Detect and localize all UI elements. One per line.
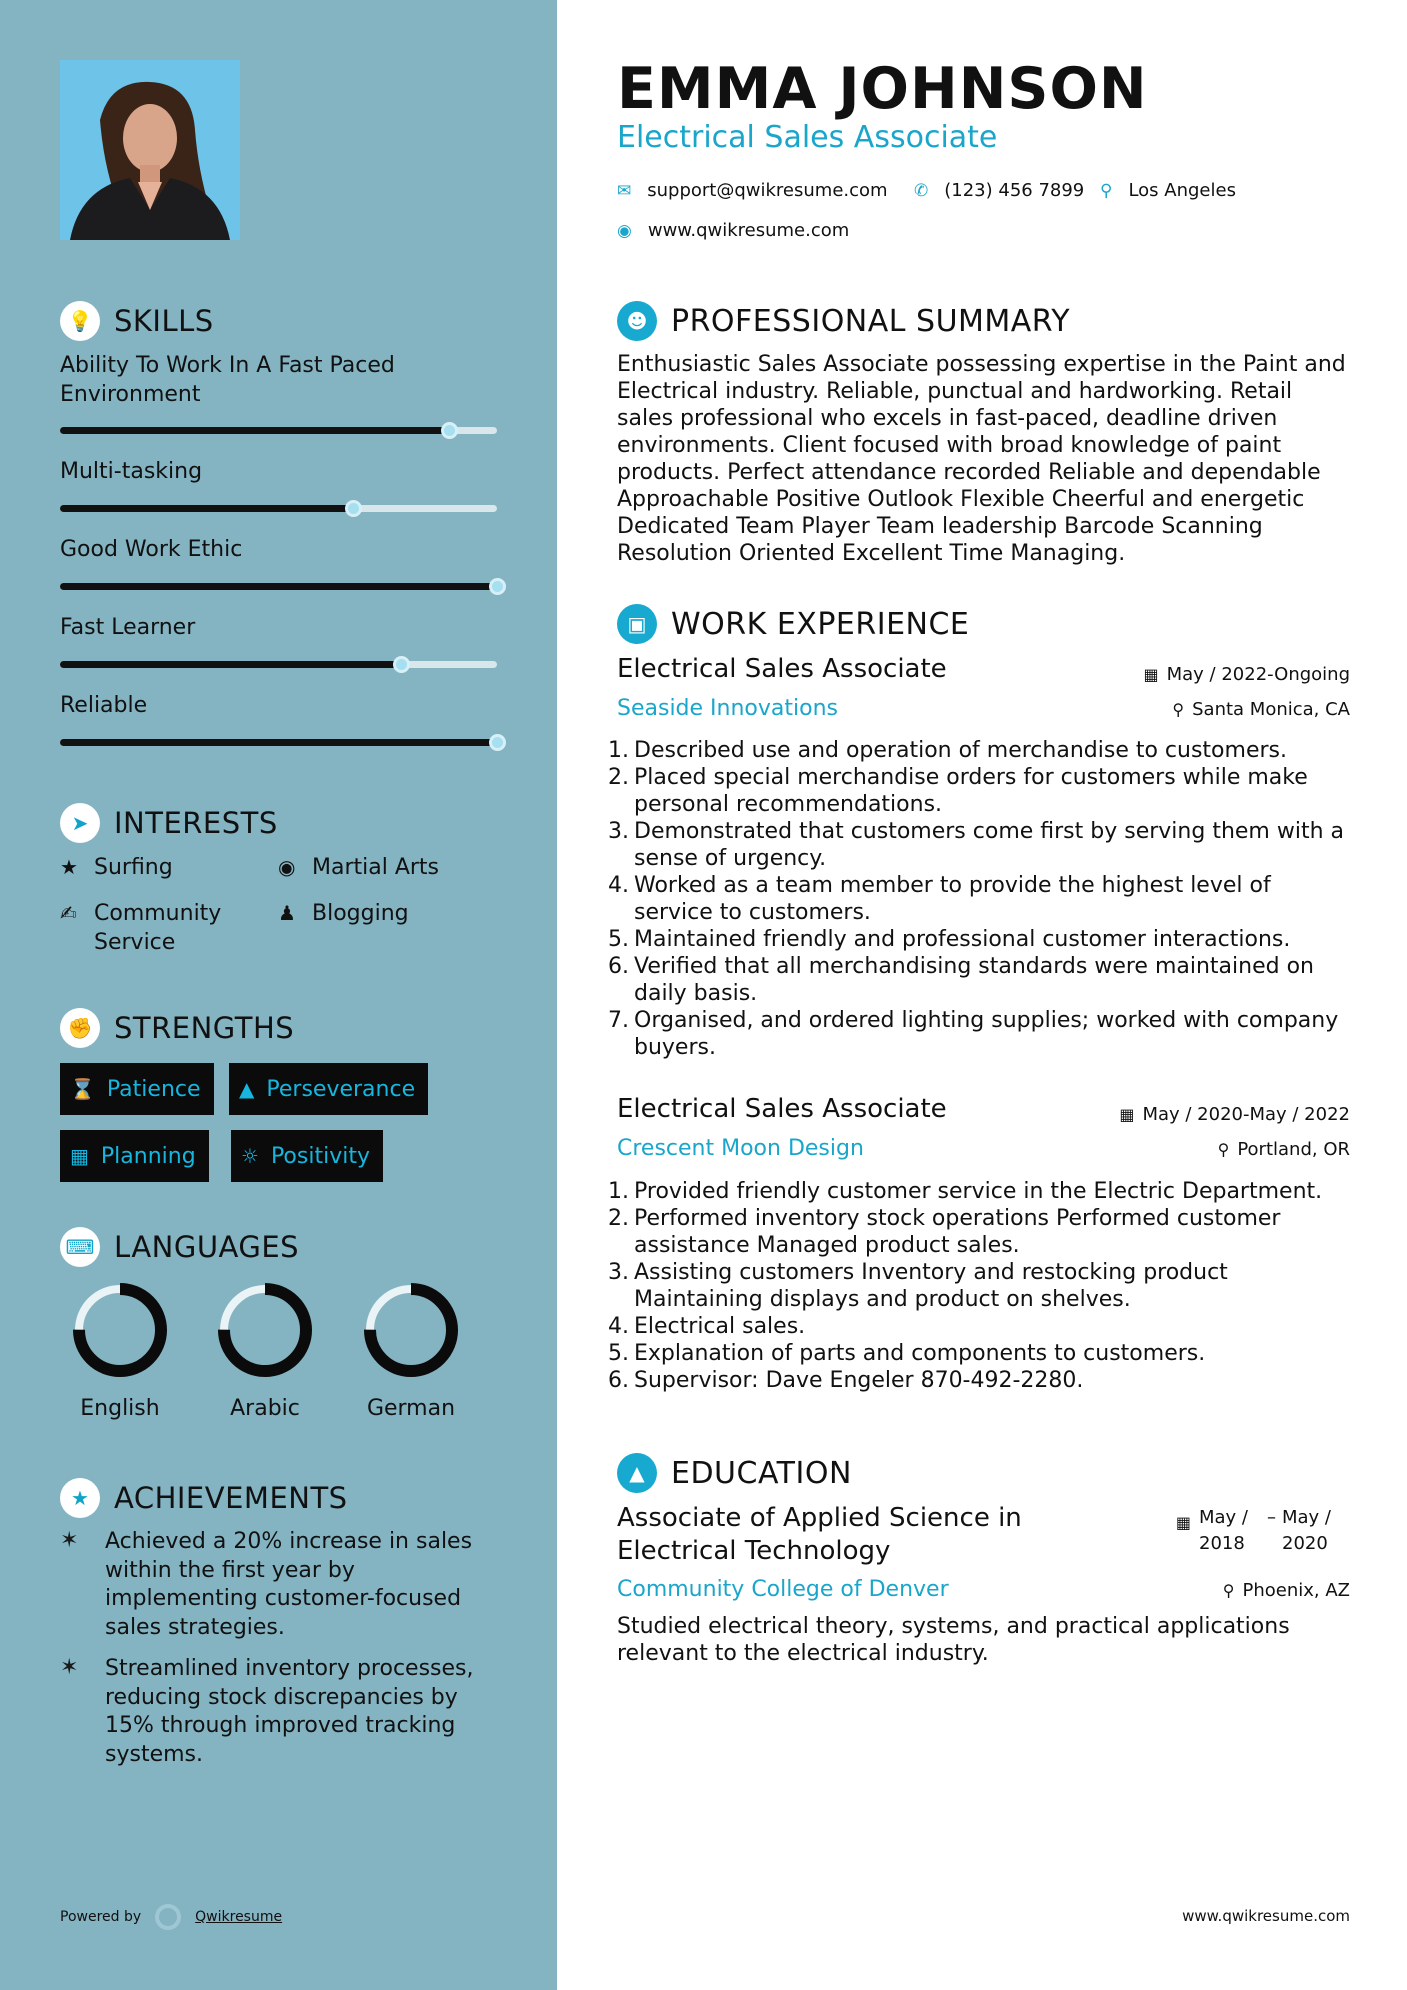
list-item: 2. Placed special merchandise orders for customers while make personal recommendations. (608, 765, 1308, 817)
footer-url[interactable]: www.qwikresume.com (1182, 1907, 1350, 1925)
profile-photo (60, 60, 240, 240)
language-ring (72, 1282, 168, 1378)
candidate-name: EMMA JOHNSON (617, 56, 1148, 122)
skill-label: Multi-tasking (60, 459, 203, 484)
calendar-icon: ▦ (1143, 665, 1159, 684)
language-ring (217, 1282, 313, 1378)
achievement-item: ✶ Streamlined inventory processes, reducing stock discrepancies by 15% through improved tracking systems. (60, 1655, 490, 1769)
summary-text: Enthusiastic Sales Associate possessing expertise in the Paint and Electrical industry. Reliable, punctual and hardworking. Retail sales professional who excels in fast-paced, deadline driven environments. Client focused with broad knowledge of paint products. Perfect attendance recorded Reliable and dependable Approachable Positive Outlook Flexible Cheerful and energetic Dedicated Team Player Team leadership Barcode Scanning Resolution Oriented Excellent Time Managing. (617, 352, 1346, 566)
graduation-cap-icon: ▲ (617, 1453, 657, 1493)
skills-heading: 💡 SKILLS (60, 301, 214, 341)
degree-title: Associate of Applied Science in Electrical Technology (617, 1503, 1022, 1566)
skill-bar[interactable] (60, 583, 497, 590)
education-location: ⚲ Phoenix, AZ (1222, 1580, 1350, 1601)
pushpin-icon: ⚲ (1222, 1581, 1235, 1600)
education-dates: ▦ May / 2018 – May / 2020 (1175, 1507, 1331, 1554)
skill-bar-handle[interactable] (393, 656, 410, 673)
strengths-heading: ✊ STRENGTHS (60, 1008, 294, 1048)
lightbulb-icon: 💡 (60, 301, 100, 341)
job-location: ⚲ Portland, OR (1217, 1139, 1350, 1160)
job-location: ⚲ Santa Monica, CA (1172, 699, 1350, 720)
list-item: 4. Worked as a team member to provide the highest level of service to customers. (608, 873, 1271, 925)
map-pin-icon: ⚲ (1100, 180, 1113, 201)
contact-phone[interactable]: ✆ (123) 456 7899 (914, 180, 1085, 201)
star-burst-icon: ✶ (60, 1655, 79, 1680)
skill-bar-fill (60, 661, 401, 668)
school-name: Community College of Denver (617, 1577, 949, 1602)
contact-location: ⚲ Los Angeles (1100, 180, 1236, 201)
strength-badge: ▲ Perseverance (229, 1063, 428, 1115)
contact-website[interactable]: ◉ www.qwikresume.com (617, 220, 850, 241)
powered-by: Powered by Qwikresume (60, 1904, 282, 1930)
job-duties-list (607, 737, 1347, 1061)
briefcase-icon: ▣ (617, 604, 657, 644)
language-item: English (45, 1282, 195, 1421)
languages-heading: ⌨ LANGUAGES (60, 1227, 299, 1267)
user-icon: ☻ (617, 301, 657, 341)
education-heading: ▲ EDUCATION (617, 1453, 852, 1493)
achievements-heading: ★ ACHIEVEMENTS (60, 1478, 348, 1518)
list-item: 7. Organised, and ordered lighting supplies; worked with company buyers. (608, 1008, 1339, 1060)
interest-item: ✍ Community Service (60, 901, 222, 955)
summary-heading: ☻ PROFESSIONAL SUMMARY (617, 301, 1070, 341)
skill-bar-handle[interactable] (489, 578, 506, 595)
sun-icon: ☼ (241, 1144, 259, 1168)
language-item: Arabic (190, 1282, 340, 1421)
skill-bar-fill (60, 583, 497, 590)
list-item: 1. Provided friendly customer service in the Electric Department. (608, 1179, 1323, 1204)
list-item: 1. Described use and operation of merchandise to customers. (608, 738, 1287, 763)
job-duties-list (607, 1178, 1347, 1394)
pushpin-icon: ⚲ (1172, 700, 1185, 719)
calendar-icon: ▦ (70, 1144, 89, 1168)
globe-icon: ◉ (617, 220, 632, 241)
hourglass-icon: ⌛ (70, 1077, 95, 1101)
job-company: Crescent Moon Design (617, 1136, 864, 1161)
list-item: 5. Explanation of parts and components to customers. (608, 1341, 1206, 1366)
calendar-icon: ▦ (1119, 1105, 1135, 1124)
skill-bar[interactable] (60, 427, 497, 434)
skill-bar[interactable] (60, 505, 497, 512)
list-item: 6. Verified that all merchandising standards were maintained on daily basis. (608, 954, 1314, 1006)
experience-heading: ▣ WORK EXPERIENCE (617, 604, 969, 644)
job-company: Seaside Innovations (617, 696, 838, 721)
envelope-icon: ✉ (617, 180, 632, 201)
contact-email[interactable]: ✉ support@qwikresume.com (617, 180, 888, 201)
job-title: Electrical Sales Associate (617, 1094, 947, 1124)
interests-heading: ➤ INTERESTS (60, 803, 278, 843)
achievement-item: ✶ Achieved a 20% increase in sales within the first year by implementing customer-focused sales strategies. (60, 1528, 490, 1642)
globe-icon: ◉ (278, 855, 296, 879)
strength-badge: ▦ Planning (60, 1130, 209, 1182)
paper-plane-icon: ➤ (60, 803, 100, 843)
skill-bar-handle[interactable] (345, 500, 362, 517)
road-icon: ▲ (239, 1077, 255, 1101)
hand-icon: ✍ (60, 901, 77, 925)
list-item: 3. Demonstrated that customers come first by serving them with a sense of urgency. (608, 819, 1344, 871)
list-item: 6. Supervisor: Dave Engeler 870-492-2280. (608, 1368, 1084, 1393)
award-icon: ★ (60, 1478, 100, 1518)
fist-icon: ✊ (60, 1008, 100, 1048)
interest-item: ♟ Blogging (278, 901, 409, 926)
list-item: 3. Assisting customers Inventory and restocking product Maintaining displays and product on shelves. (608, 1260, 1228, 1312)
interest-item: ★ Surfing (60, 855, 173, 880)
skill-bar[interactable] (60, 739, 497, 746)
phone-icon: ✆ (914, 180, 929, 201)
qwikresume-logo-icon (155, 1904, 181, 1930)
strength-badge: ☼ Positivity (231, 1130, 383, 1182)
skill-bar-fill (60, 427, 449, 434)
skill-label: Ability To Work In A Fast Paced Environment (60, 353, 395, 407)
qwikresume-link[interactable]: Qwikresume (195, 1909, 283, 1925)
star-burst-icon: ✶ (60, 1528, 79, 1553)
users-icon: ♟ (278, 901, 296, 925)
skill-label: Fast Learner (60, 615, 196, 640)
skill-bar-fill (60, 739, 497, 746)
interest-item: ◉ Martial Arts (278, 855, 440, 880)
skill-bar-handle[interactable] (489, 734, 506, 751)
list-item: 2. Performed inventory stock operations Performed customer assistance Managed product sales. (608, 1206, 1281, 1258)
calendar-icon: ▦ (1175, 1513, 1191, 1532)
language-ring (363, 1282, 459, 1378)
skill-bar-fill (60, 505, 353, 512)
skill-label: Good Work Ethic (60, 537, 243, 562)
list-item: 5. Maintained friendly and professional customer interactions. (608, 927, 1291, 952)
strength-badge: ⌛ Patience (60, 1063, 214, 1115)
skill-bar[interactable] (60, 661, 497, 668)
star-icon: ★ (60, 855, 78, 879)
job-dates: ▦ May / 2022-Ongoing (1143, 664, 1350, 685)
translate-icon: ⌨ (60, 1227, 100, 1267)
job-dates: ▦ May / 2020-May / 2022 (1119, 1104, 1350, 1125)
pushpin-icon: ⚲ (1217, 1140, 1230, 1159)
skill-bar-handle[interactable] (441, 422, 458, 439)
language-item: German (336, 1282, 486, 1421)
education-description: Studied electrical theory, systems, and practical applications relevant to the electrical industry. (617, 1614, 1290, 1666)
candidate-role: Electrical Sales Associate (617, 120, 998, 155)
skill-label: Reliable (60, 693, 148, 718)
list-item: 4. Electrical sales. (608, 1314, 806, 1339)
job-title: Electrical Sales Associate (617, 654, 947, 684)
